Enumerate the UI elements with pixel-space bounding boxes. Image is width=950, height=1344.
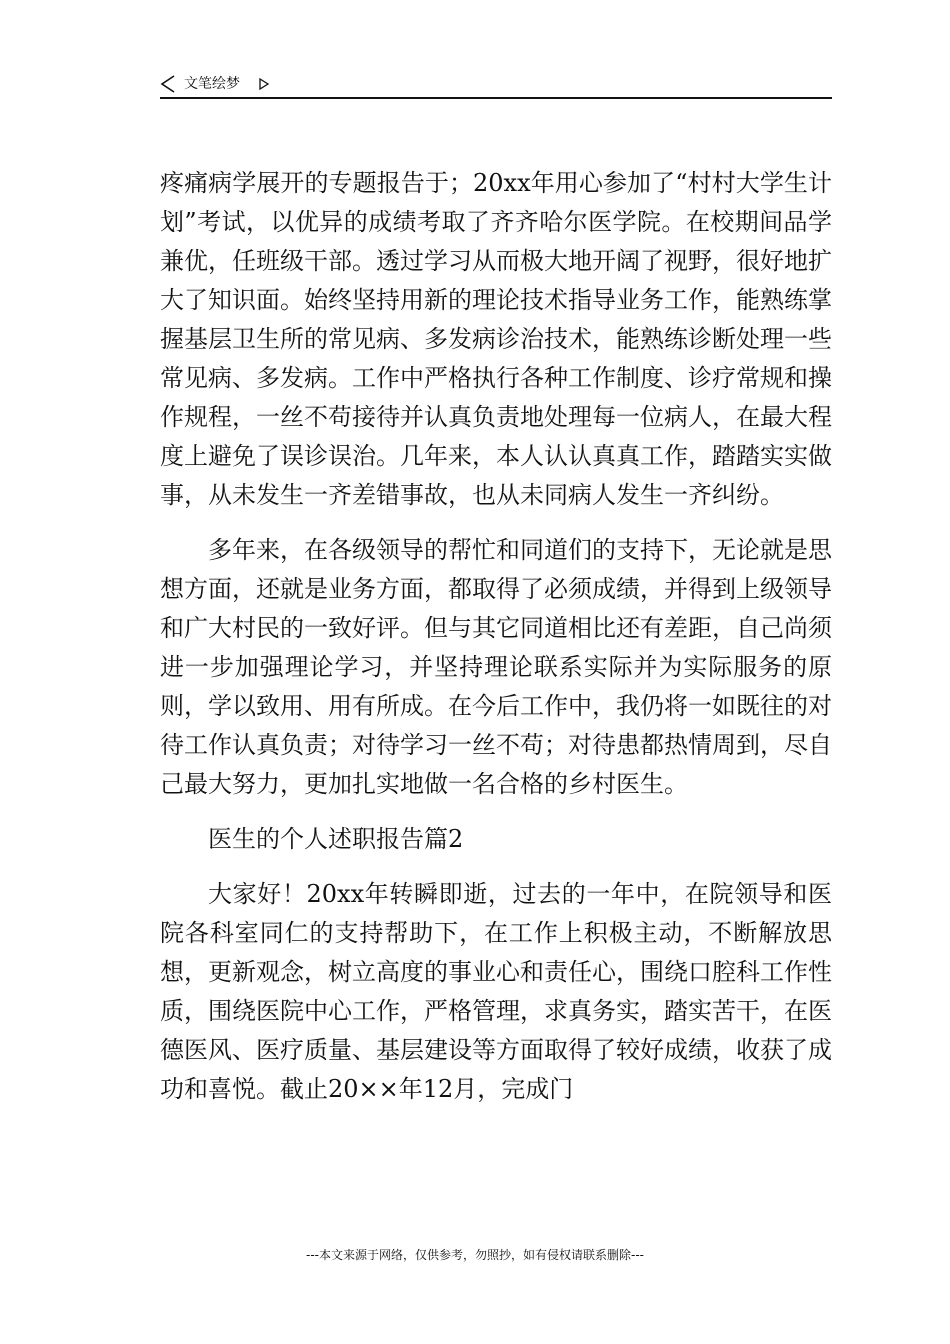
paragraph-2: 多年来，在各级领导的帮忙和同道们的支持下，无论就是思想方面，还就是业务方面，都取得了必须成绩，并得到上级领导和广大村民的一致好评。但与其它同道相比还有差距，自己尚须进一步加强理论学习，并坚持理论联系实际并为实际服务的原则，学以致用、用有所成。在今后工作中，我仍将一如既往的对待工作认真负责；对待学习一丝不苟；对待患都热情周到，尽自己最大努力，更加扎实地做一名合格的乡村医生。 bbox=[160, 536, 832, 798]
header-title: 文笔绘梦 bbox=[184, 76, 240, 92]
section-heading: 医生的个人述职报告篇2 bbox=[208, 825, 464, 853]
page-footer: ---本文来源于网络，仅供参考，勿照抄，如有侵权请联系删除--- bbox=[306, 1248, 644, 1262]
document-body bbox=[160, 164, 832, 1109]
paragraph-1: 疼痛病学展开的专题报告于；20xx年用心参加了“村村大学生计划”考试，以优异的成绩考取了齐齐哈尔医学院。在校期间品学兼优，任班级干部。透过学习从而极大地开阔了视野，很好地扩大了知识面。始终坚持用新的理论技术指导业务工作，能熟练掌握基层卫生所的常见病、多发病诊治技术，能熟练诊断处理一些常见病、多发病。工作中严格执行各种工作制度、诊疗常规和操作规程，一丝不苟接待并认真负责地处理每一位病人，在最大程度上避免了误诊误治。几年来，本人认认真真工作，踏踏实实做事，从未发生一齐差错事故，也从未同病人发生一齐纠纷。 bbox=[160, 169, 832, 509]
triangle-left-outline-icon bbox=[160, 74, 176, 94]
paragraph-3: 大家好！20xx年转瞬即逝，过去的一年中，在院领导和医院各科室同仁的支持帮助下，在工作上积极主动，不断解放思想，更新观念，树立高度的事业心和责任心，围绕口腔科工作性质，围绕医院中心工作，严格管理，求真务实，踏实苦干，在医德医风、医疗质量、基层建设等方面取得了较好成绩，收获了成功和喜悦。截止20××年12月，完成门 bbox=[160, 880, 832, 1103]
header-divider bbox=[160, 97, 832, 99]
page-header bbox=[160, 72, 832, 98]
triangle-right-outline-icon bbox=[258, 76, 270, 90]
